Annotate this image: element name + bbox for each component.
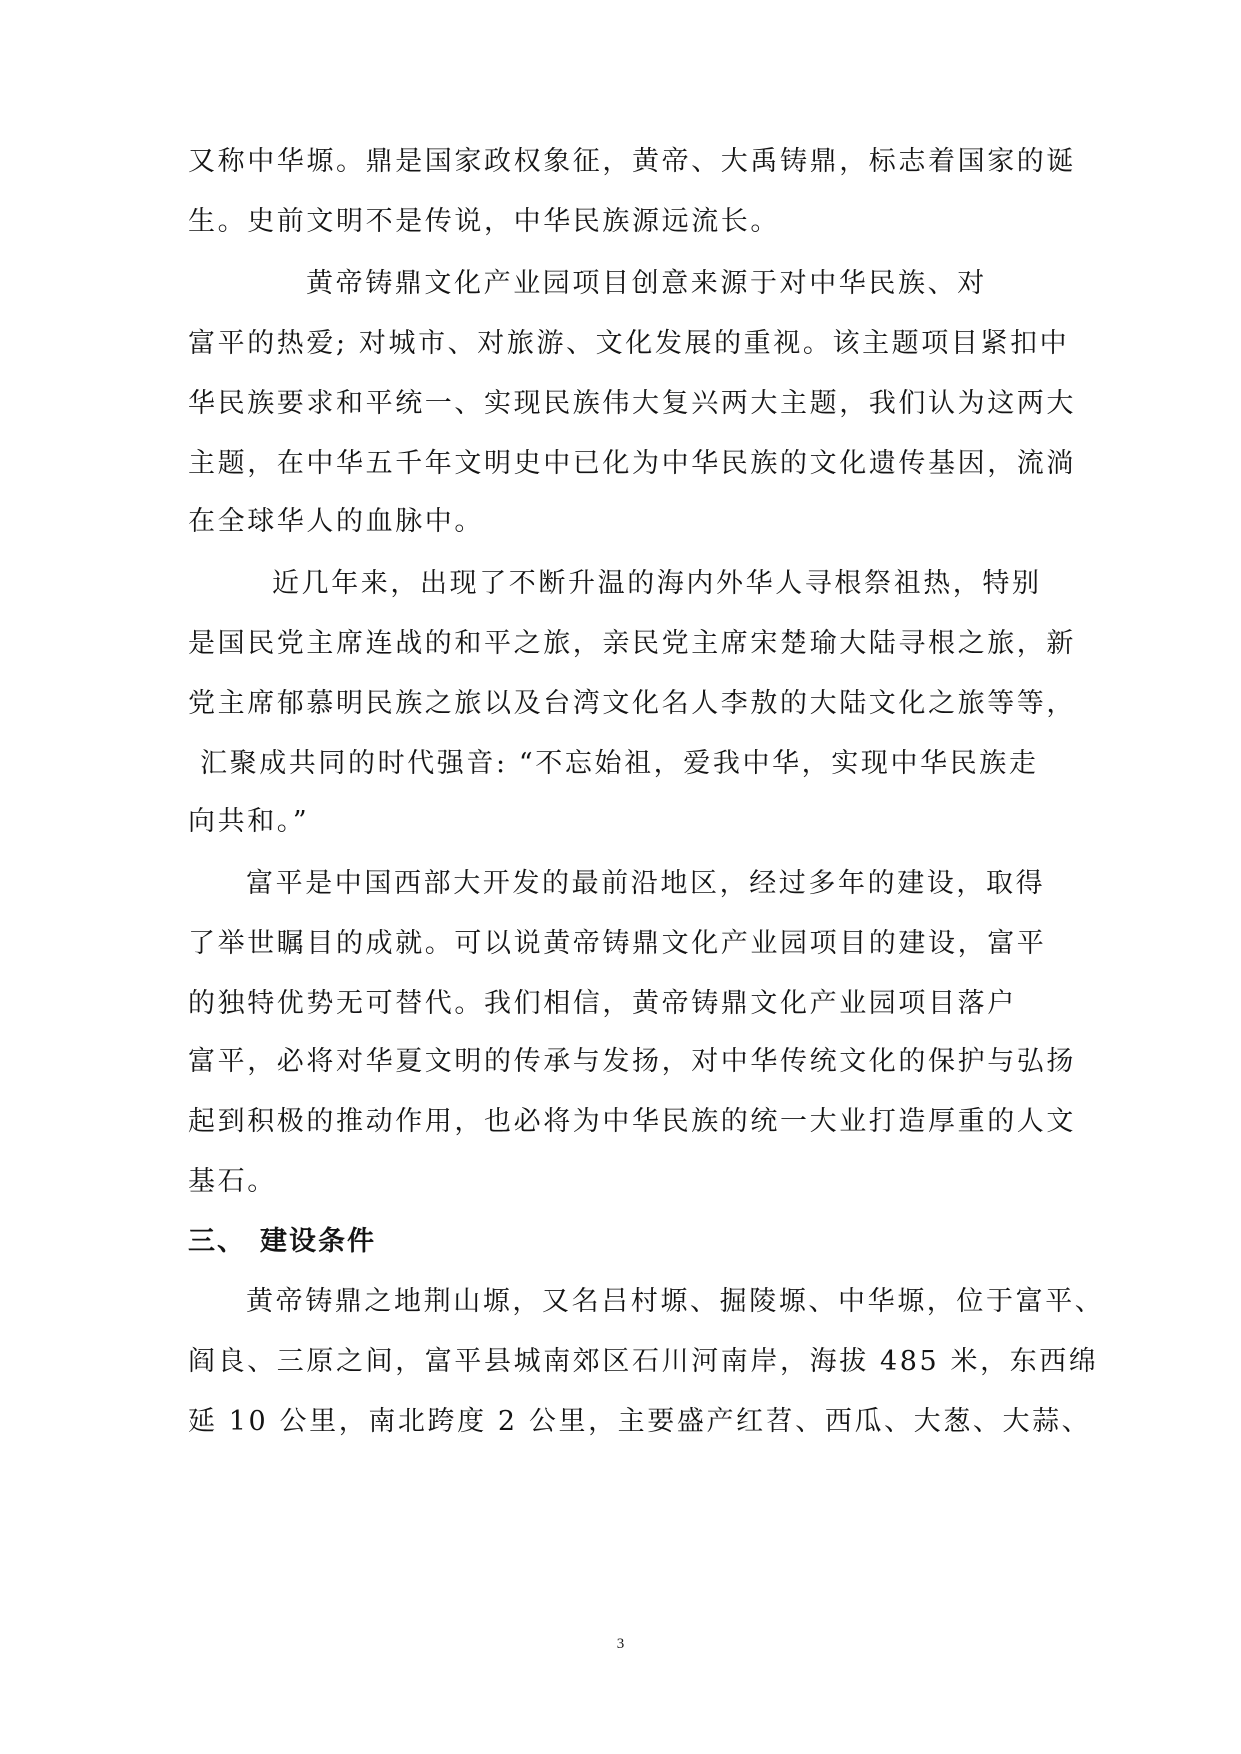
page-number: 3: [616, 1636, 625, 1652]
section-heading: [188, 1220, 376, 1264]
paragraph-line: 黄帝铸鼎文化产业园项目创意来源于对中华民族、对: [306, 268, 987, 299]
paragraph-line: 了举世瞩目的成就。可以说黄帝铸鼎文化产业园项目的建设，富平: [188, 928, 1047, 959]
paragraph-line: 富平的热爱; 对城市、对旅游、文化发展的重视。该主题项目紧扣中: [188, 328, 1070, 359]
paragraph-line: 又称中华塬。鼎是国家政权象征，黄帝、大禹铸鼎，标志着国家的诞: [188, 146, 1076, 177]
paragraph-line: 华民族要求和平统一、实现民族伟大复兴两大主题，我们认为这两大: [188, 388, 1076, 419]
paragraph-line: 生。史前文明不是传说，中华民族源远流长。: [188, 206, 780, 237]
paragraph-line: 向共和。”: [188, 806, 310, 837]
paragraph-line: 起到积极的推动作用，也必将为中华民族的统一大业打造厚重的人文: [188, 1106, 1076, 1137]
paragraph-line: 近几年来，出现了不断升温的海内外华人寻根祭祖热，特别: [272, 568, 1042, 599]
paragraph-line: 阎良、三原之间，富平县城南郊区石川河南岸，海拔 485 米，东西绵: [188, 1346, 1099, 1377]
paragraph-line: 在全球华人的血脉中。: [188, 506, 484, 537]
paragraph-line: 延 10 公里，南北跨度 2 公里，主要盛产红苕、西瓜、大葱、大蒜、: [188, 1406, 1092, 1437]
paragraph-line: 是国民党主席连战的和平之旅，亲民党主席宋楚瑜大陆寻根之旅，新: [188, 628, 1076, 659]
paragraph-line: 主题，在中华五千年文明史中已化为中华民族的文化遗传基因，流淌: [188, 448, 1076, 479]
paragraph-line: 富平，必将对华夏文明的传承与发扬，对中华传统文化的保护与弘扬: [188, 1046, 1076, 1077]
section-title: 建设条件: [260, 1226, 376, 1257]
paragraph-line: 基石。: [188, 1166, 277, 1197]
paragraph-line: 汇聚成共同的时代强音: “不忘始祖，爱我中华，实现中华民族走: [200, 748, 1039, 779]
paragraph-line: 党主席郁慕明民族之旅以及台湾文化名人李敖的大陆文化之旅等等，: [188, 688, 1076, 719]
paragraph-line: 富平是中国西部大开发的最前沿地区，经过多年的建设，取得: [246, 868, 1046, 899]
paragraph-line: 的独特优势无可替代。我们相信，黄帝铸鼎文化产业园项目落户: [188, 988, 1017, 1019]
section-number: 三、: [188, 1226, 246, 1257]
paragraph-line: 黄帝铸鼎之地荆山塬，又名吕村塬、掘陵塬、中华塬，位于富平、: [246, 1286, 1105, 1317]
